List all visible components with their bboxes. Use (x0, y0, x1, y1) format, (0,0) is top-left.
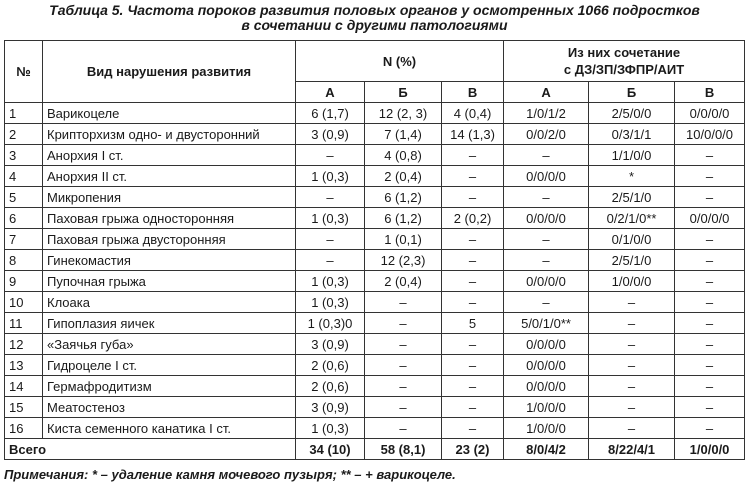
row-name: Паховая грыжа односторонняя (43, 208, 296, 229)
table-cell: – (504, 292, 589, 313)
table-cell: – (675, 418, 745, 439)
table-cell: – (589, 334, 675, 355)
table-cell: 0/0/0/0 (504, 166, 589, 187)
total-label: Всего (5, 439, 296, 460)
table-cell: 0/0/0/0 (504, 271, 589, 292)
table-cell: 2 (0,4) (365, 166, 442, 187)
row-name: Киста семенного канатика I ст. (43, 418, 296, 439)
subheader-b: Б (365, 82, 442, 103)
table-cell: 5/0/1/0** (504, 313, 589, 334)
table-cell: 1 (0,3) (296, 271, 365, 292)
table-cell: 34 (10) (296, 439, 365, 460)
table-row (5, 103, 745, 124)
table-cell: – (296, 145, 365, 166)
row-number: 1 (5, 103, 43, 124)
row-name: Пупочная грыжа (43, 271, 296, 292)
table-cell: 1/0/0/0 (504, 418, 589, 439)
table-cell: 0/0/0/0 (675, 208, 745, 229)
table-cell: – (504, 229, 589, 250)
table-cell: 1/1/0/0 (589, 145, 675, 166)
table-row (5, 313, 745, 334)
row-number: 9 (5, 271, 43, 292)
table-cell: 1/0/0/0 (675, 439, 745, 460)
table-cell: – (442, 145, 504, 166)
table-cell: – (589, 355, 675, 376)
row-number: 8 (5, 250, 43, 271)
table-cell: 5 (442, 313, 504, 334)
table-cell: 6 (1,2) (365, 208, 442, 229)
table-cell: 4 (0,4) (442, 103, 504, 124)
table-cell: – (675, 334, 745, 355)
row-name: Крипторхизм одно- и двусторонний (43, 124, 296, 145)
table-cell: – (675, 397, 745, 418)
subheader-a: А (296, 82, 365, 103)
table-cell: – (675, 271, 745, 292)
table-cell: 0/0/0/0 (504, 208, 589, 229)
table-cell: 0/2/1/0** (589, 208, 675, 229)
row-name: Анорхия II ст. (43, 166, 296, 187)
table-cell: – (365, 334, 442, 355)
table-cell: – (504, 187, 589, 208)
row-number: 3 (5, 145, 43, 166)
row-name: Микропения (43, 187, 296, 208)
row-number: 15 (5, 397, 43, 418)
table-row (5, 334, 745, 355)
row-name: Меатостеноз (43, 397, 296, 418)
subheader-b: Б (589, 82, 675, 103)
row-number: 10 (5, 292, 43, 313)
table-cell: – (442, 292, 504, 313)
row-number: 2 (5, 124, 43, 145)
table-cell: 14 (1,3) (442, 124, 504, 145)
table-cell: 1 (0,3) (296, 166, 365, 187)
table-cell: 1/0/1/2 (504, 103, 589, 124)
table-cell: – (675, 376, 745, 397)
table-cell: 1/0/0/0 (504, 397, 589, 418)
table-cell: – (365, 418, 442, 439)
table-row (5, 250, 745, 271)
table-cell: – (504, 250, 589, 271)
header-type: Вид нарушения развития (43, 41, 296, 103)
header-combination-line-1: Из них сочетание (567, 45, 681, 60)
table-caption (0, 0, 749, 33)
row-name: Варикоцеле (43, 103, 296, 124)
table-cell: 23 (2) (442, 439, 504, 460)
subheader-v: В (675, 82, 745, 103)
table-row (5, 145, 745, 166)
table-cell: 58 (8,1) (365, 439, 442, 460)
table-cell: 2/5/1/0 (589, 187, 675, 208)
table-cell: 6 (1,2) (365, 187, 442, 208)
table-cell: – (296, 250, 365, 271)
table-cell: 0/0/2/0 (504, 124, 589, 145)
table-cell: 1 (0,1) (365, 229, 442, 250)
header-combination-line-2: с ДЗ/ЗП/ЗФПР/АИТ (563, 62, 685, 77)
table-row (5, 355, 745, 376)
table-row (5, 418, 745, 439)
table-cell: 0/0/0/0 (504, 355, 589, 376)
table-cell: 2 (0,4) (365, 271, 442, 292)
table-body (5, 103, 745, 439)
table-cell: – (504, 145, 589, 166)
row-name: Клоака (43, 292, 296, 313)
row-number: 6 (5, 208, 43, 229)
table-note: Примечания: * – удаление камня мочевого пузыря; ** – + варикоцеле. (4, 467, 456, 482)
table-cell: – (442, 229, 504, 250)
row-name: Гинекомастия (43, 250, 296, 271)
total-row (5, 439, 745, 460)
table-cell: * (589, 166, 675, 187)
table-cell: 0/1/0/0 (589, 229, 675, 250)
table-cell: – (442, 187, 504, 208)
row-name: Гермафродитизм (43, 376, 296, 397)
table-cell: – (675, 250, 745, 271)
row-name: Анорхия I ст. (43, 145, 296, 166)
table-cell: – (296, 187, 365, 208)
table-cell: – (365, 397, 442, 418)
table-cell: 0/0/0/0 (504, 334, 589, 355)
row-number: 11 (5, 313, 43, 334)
row-name: Гипоплазия яичек (43, 313, 296, 334)
malformation-table (4, 40, 745, 460)
table-row (5, 229, 745, 250)
table-cell: – (442, 397, 504, 418)
table-cell: – (675, 229, 745, 250)
table-cell: 8/0/4/2 (504, 439, 589, 460)
table-cell: – (675, 355, 745, 376)
table-cell: – (365, 355, 442, 376)
table-cell: 2 (0,6) (296, 376, 365, 397)
table-cell: 2 (0,6) (296, 355, 365, 376)
table-cell: 7 (1,4) (365, 124, 442, 145)
table-cell: 3 (0,9) (296, 334, 365, 355)
table-cell: 4 (0,8) (365, 145, 442, 166)
table-cell: 2/5/0/0 (589, 103, 675, 124)
table-cell: – (442, 271, 504, 292)
table-cell: 1 (0,3) (296, 208, 365, 229)
table-row (5, 208, 745, 229)
table-cell: 0/0/0/0 (675, 103, 745, 124)
table-cell: – (442, 418, 504, 439)
table-cell: 2/5/1/0 (589, 250, 675, 271)
caption-line-1: Таблица 5. Частота пороков развития половых органов у осмотренных 1066 подростков (49, 2, 700, 18)
table-cell: – (365, 313, 442, 334)
table-cell: 1 (0,3) (296, 292, 365, 313)
table-cell: – (675, 166, 745, 187)
row-number: 13 (5, 355, 43, 376)
table-cell: – (442, 250, 504, 271)
row-number: 12 (5, 334, 43, 355)
subheader-v: В (442, 82, 504, 103)
table-cell: – (589, 376, 675, 397)
table-row (5, 271, 745, 292)
row-name: Гидроцеле I ст. (43, 355, 296, 376)
table-cell: – (365, 292, 442, 313)
table-cell: – (589, 397, 675, 418)
table-row (5, 397, 745, 418)
table-cell: – (675, 292, 745, 313)
table-cell: 10/0/0/0 (675, 124, 745, 145)
subheader-a: А (504, 82, 589, 103)
table-cell: 1 (0,3) (296, 418, 365, 439)
table-row (5, 292, 745, 313)
table-cell: – (442, 166, 504, 187)
table-cell: – (589, 313, 675, 334)
table-cell: 0/3/1/1 (589, 124, 675, 145)
table-cell: – (675, 187, 745, 208)
table-cell: – (365, 376, 442, 397)
row-name: «Заячья губа» (43, 334, 296, 355)
row-number: 7 (5, 229, 43, 250)
header-n-pct: N (%) (296, 41, 504, 82)
row-name: Паховая грыжа двусторонняя (43, 229, 296, 250)
caption-line-2: в сочетании с другими патологиями (241, 17, 508, 33)
header-combination (504, 41, 745, 82)
table-cell: – (442, 376, 504, 397)
table-row (5, 376, 745, 397)
table-cell: – (589, 418, 675, 439)
header-num: № (5, 41, 43, 103)
row-number: 4 (5, 166, 43, 187)
table-cell: – (589, 292, 675, 313)
table-cell: 1/0/0/0 (589, 271, 675, 292)
row-number: 16 (5, 418, 43, 439)
row-number: 14 (5, 376, 43, 397)
table-cell: 12 (2,3) (365, 250, 442, 271)
row-number: 5 (5, 187, 43, 208)
table-row (5, 187, 745, 208)
table-cell: 2 (0,2) (442, 208, 504, 229)
table-cell: – (675, 145, 745, 166)
table-row (5, 124, 745, 145)
table-cell: 8/22/4/1 (589, 439, 675, 460)
table-cell: 3 (0,9) (296, 397, 365, 418)
table-cell: 0/0/0/0 (504, 376, 589, 397)
table-cell: 3 (0,9) (296, 124, 365, 145)
table-cell: 6 (1,7) (296, 103, 365, 124)
table-cell: – (675, 313, 745, 334)
table-row (5, 166, 745, 187)
table-cell: – (442, 334, 504, 355)
table-cell: – (296, 229, 365, 250)
table-cell: 12 (2, 3) (365, 103, 442, 124)
table-cell: 1 (0,3)0 (296, 313, 365, 334)
table-cell: – (442, 355, 504, 376)
